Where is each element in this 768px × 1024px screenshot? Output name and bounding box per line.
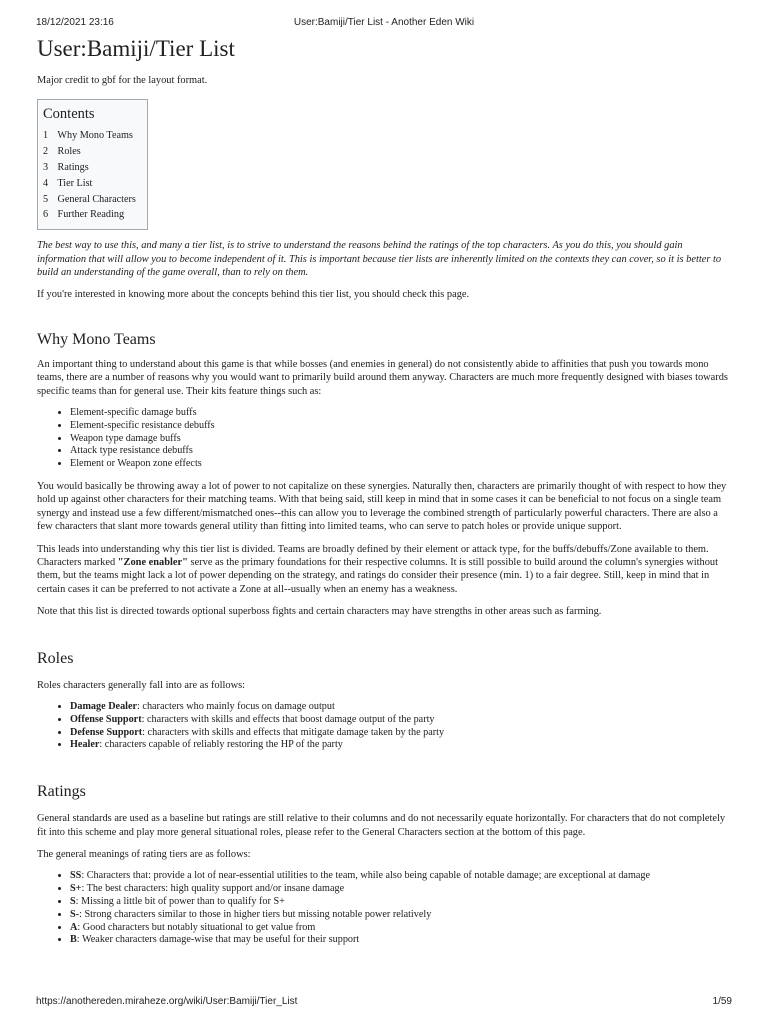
page-title: User:Bamiji/Tier List <box>37 36 235 61</box>
roles-list <box>37 701 731 752</box>
rating-term: B <box>70 934 77 946</box>
intro-link-paragraph: If you're interested in knowing more about the concepts behind this tier list, you should check this page. <box>37 289 470 301</box>
article-content <box>37 36 731 956</box>
list-item <box>70 934 731 947</box>
print-date: 18/12/2021 23:16 <box>36 17 114 28</box>
role-desc: : characters with skills and effects that mitigate damage taken by the party <box>142 726 445 738</box>
rating-term: A <box>70 921 78 933</box>
heading-ratings: Ratings <box>37 783 86 801</box>
toc-label: Tier List <box>57 177 93 189</box>
list-item <box>70 727 731 740</box>
toc-label: Roles <box>57 146 81 158</box>
table-of-contents <box>37 99 148 230</box>
list-item <box>70 714 731 727</box>
toc-item <box>43 160 136 176</box>
toc-item <box>43 176 136 192</box>
page-number: 1/59 <box>712 996 732 1007</box>
ratings-list <box>37 870 731 947</box>
toc-label: General Characters <box>57 193 136 205</box>
toc-number: 6 <box>43 209 49 221</box>
rating-desc: : Missing a little bit of power than to qualify for S+ <box>75 896 285 908</box>
toc-link-why-mono-teams[interactable] <box>43 130 133 141</box>
toc-item <box>43 144 136 160</box>
toc-link-general-characters[interactable] <box>43 194 136 205</box>
rating-desc: : The best characters: high quality support and/or insane damage <box>81 883 345 895</box>
roles-intro: Roles characters generally fall into are as follows: <box>37 679 246 691</box>
zone-enabler-label: "Zone enabler" <box>117 557 188 569</box>
rating-desc: : Good characters but notably situational to get value from <box>77 921 316 933</box>
heading-roles: Roles <box>37 649 74 667</box>
heading-why-mono-teams: Why Mono Teams <box>37 330 156 348</box>
toc-item <box>43 128 136 144</box>
credit-text: Major credit to gbf for the layout format. <box>37 75 208 86</box>
toc-title: Contents <box>43 106 95 123</box>
rating-desc: : Weaker characters damage-wise that may be useful for their support <box>76 934 360 946</box>
toc-item <box>43 192 136 208</box>
role-desc: : characters with skills and effects that boost damage output of the party <box>141 713 435 725</box>
list-item <box>70 909 731 922</box>
toc-label: Why Mono Teams <box>57 130 133 142</box>
list-item <box>70 739 731 752</box>
list-item: • Attack type resistance debuffs <box>70 445 731 458</box>
paragraph-text: serve as the primary foundations for their respective columns. It is still possible to build around the column's synergies without them, but the teams might lack a lot of power depending on the strategy, and ratings do consider their presence (min. 1) to a fair degree. Still, keep in mind that in certain cases it can be preferred to not activate a Zone at all--usually when an enemy has a weakness. <box>37 557 718 595</box>
list-item: • Weapon type damage buffs <box>70 433 731 446</box>
rating-term: S- <box>70 908 80 920</box>
page-url-link[interactable]: https://anothereden.miraheze.org/wiki/User:Bamiji/Tier_List <box>36 996 298 1007</box>
role-term: Defense Support <box>70 726 143 738</box>
toc-link-tier-list[interactable] <box>43 178 92 189</box>
ratings-paragraph-2: The general meanings of rating tiers are as follows: <box>37 849 251 861</box>
role-term: Offense Support <box>70 713 142 725</box>
toc-item <box>43 207 136 223</box>
toc-link-roles[interactable] <box>43 146 81 157</box>
rating-term: S <box>70 896 76 908</box>
rating-term: SS <box>70 870 82 882</box>
why-mono-paragraph-4: Note that this list is directed towards optional superboss fights and certain characters may have strengths in other areas such as farming. <box>37 606 602 618</box>
toc-link-further-reading[interactable] <box>43 209 124 220</box>
list-item <box>70 896 731 909</box>
ratings-paragraph-1: General standards are used as a baseline but ratings are still relative to their columns and do not necessarily equate horizontally. For characters that do not completely fit into this scheme and play more general situational roles, please refer to the General Characters section at the bottom of this page. <box>37 813 726 838</box>
toc-number: 3 <box>43 162 49 173</box>
list-item: • Element-specific damage buffs <box>70 407 731 420</box>
why-mono-paragraph-1: An important thing to understand about this game is that while bosses (and enemies in general) do not consistently abide to affinities that push you towards mono teams, there are a number of reasons why you would want to primarily build around them anyway. Characters are much more frequently designed with biases towards specific teams than for general use. Their kits feature things such as: <box>37 358 728 397</box>
toc-number: 1 <box>43 130 49 142</box>
toc-number: 5 <box>43 193 49 205</box>
print-header <box>0 17 768 31</box>
toc-label: Further Reading <box>57 209 125 221</box>
role-desc: : characters capable of reliably restoring the HP of the party <box>99 739 343 751</box>
role-term: Damage Dealer <box>70 701 138 713</box>
synergy-list <box>37 407 731 471</box>
list-item: • Element-specific resistance debuffs <box>70 420 731 433</box>
role-desc: : characters who mainly focus on damage output <box>137 701 335 713</box>
rating-desc: : Characters that: provide a lot of near-essential utilities to the team, while also being capable of notable damage; are exceptional at damage <box>81 870 651 882</box>
toc-list <box>43 128 136 223</box>
rating-term: S+ <box>70 883 82 895</box>
intro-note: The best way to use this, and many a tier list, is to strive to understand the reasons behind the ratings of the top characters. As you do this, you should gain information that will allow you to become independent of it. This is important because tier lists are inherently limited on the contexts they can cover, so it is better to build an understanding of the game overall, than to rely on them. <box>37 240 722 278</box>
print-footer <box>0 996 768 1010</box>
list-item: • Element or Weapon zone effects <box>70 458 731 471</box>
toc-number: 4 <box>43 177 49 189</box>
list-item <box>70 870 731 883</box>
print-page-title: User:Bamiji/Tier List - Another Eden Wiki <box>293 17 475 28</box>
list-item <box>70 701 731 714</box>
why-mono-paragraph-3 <box>37 543 731 597</box>
toc-label: Ratings <box>57 162 89 173</box>
list-item <box>70 883 731 896</box>
role-term: Healer <box>70 739 100 751</box>
list-item <box>70 922 731 935</box>
why-mono-paragraph-2: You would basically be throwing away a lot of power to not capitalize on these synergies. Naturally then, characters are primarily thought of with respect to how they hold up against other characters for their matching teams. With that being said, still keep in mind that in some cases it can be beneficial to not focus on a single team synergy and instead use a few different/mismatched ones--this can allow you to leverage the combined strength of particularly powerful characters. There are also a few characters that slant more towards general utility than fitting into limited teams, who can serve to patch holes or provide unique support. <box>37 481 727 533</box>
toc-number: 2 <box>43 146 49 158</box>
paragraph-text: This leads into understanding why this tier list is divided. Teams are broadly defined by their element or attack type, for the buffs/debuffs/Zone available to them. Characters marked <box>37 543 709 569</box>
rating-desc: : Strong characters similar to those in higher tiers but missing notable power relatively <box>79 908 432 920</box>
toc-link-ratings[interactable] <box>43 162 89 173</box>
